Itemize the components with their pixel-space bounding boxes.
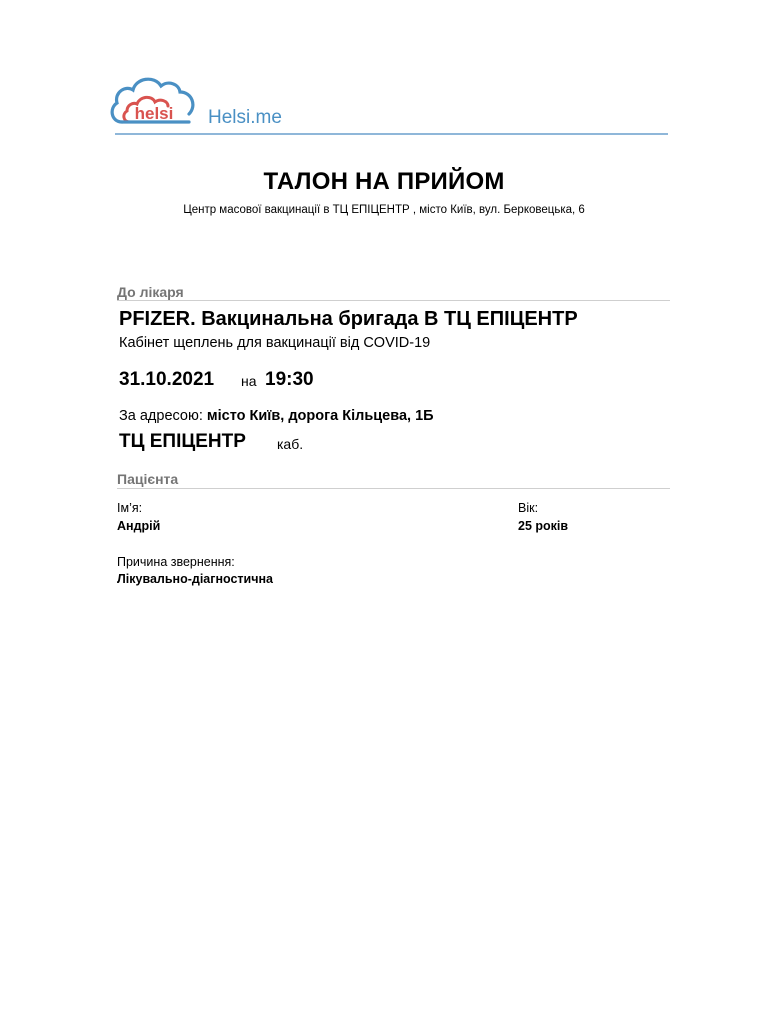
address-value: місто Київ, дорога Кільцева, 1Б (206, 408, 434, 424)
patient-age-value: 25 років (518, 519, 569, 533)
patient-section-label: Пацієнта (117, 471, 179, 487)
address-prefix: За адресою: (119, 408, 203, 424)
patient-name-value: Андрій (117, 519, 161, 533)
logo-mark-text: helsi (134, 104, 174, 123)
appointment-date: 31.10.2021 (119, 369, 215, 390)
ticket-title: ТАЛОН НА ПРИЙОМ (263, 168, 505, 195)
doctor-section-divider (117, 300, 670, 301)
reason-label: Причина звернення: (117, 555, 235, 569)
helsi-logo-mark (108, 72, 198, 130)
patient-age-label: Вік: (518, 501, 539, 515)
ticket-subtitle: Центр масової вакцинації в ТЦ ЕПІЦЕНТР , місто Київ, вул. Берковецька, 6 (183, 204, 585, 216)
at-word: на (241, 373, 257, 389)
logo-text: Helsi.me (208, 107, 282, 128)
doctor-section-label: До лікаря (117, 284, 184, 300)
cabinet-name: Кабінет щеплень для вакцинації від COVID-19 (119, 335, 431, 351)
doctor-name: PFIZER. Вакцинальна бригада В ТЦ ЕПІЦЕНТР (119, 308, 578, 330)
cloud-logo-icon (108, 72, 198, 130)
room-label: каб. (277, 436, 304, 452)
address-line (119, 408, 434, 424)
header-divider (115, 133, 668, 135)
place-name: ТЦ ЕПІЦЕНТР (119, 431, 246, 452)
appointment-time: 19:30 (265, 369, 314, 390)
reason-value: Лікувально-діагностична (117, 572, 273, 586)
patient-name-label: Ім’я: (117, 501, 143, 515)
patient-section-divider (117, 488, 670, 489)
